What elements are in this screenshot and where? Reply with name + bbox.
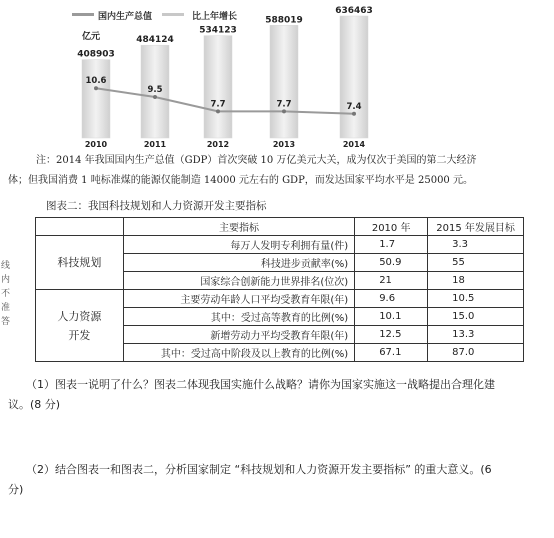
value-2015-cell: 3.3 bbox=[428, 236, 524, 254]
growth-value-label: 10.6 bbox=[85, 76, 107, 87]
bar-value-label: 588019 bbox=[265, 15, 303, 26]
header-2015: 2015 年发展目标 bbox=[428, 218, 524, 236]
category-tech: 科技规划 bbox=[36, 236, 124, 290]
bars-layer bbox=[77, 6, 373, 149]
value-2015-cell: 13.3 bbox=[428, 326, 524, 344]
legend-label-gdp: 国内生产总值 bbox=[98, 12, 153, 22]
value-2010-cell: 1.7 bbox=[355, 236, 428, 254]
category-hr bbox=[36, 290, 124, 362]
gdp-chart bbox=[0, 0, 554, 150]
indicator-cell: 新增劳动力平均受教育年限(年) bbox=[123, 326, 354, 344]
unit-label: 亿元 bbox=[82, 32, 101, 42]
note-line-1: 注：2014 年我国国内生产总值（GDP）首次突破 10 万亿美元大关，成为仅次于美国的第二大经济 bbox=[36, 155, 477, 166]
value-2015-cell: 15.0 bbox=[428, 308, 524, 326]
bar-value-label: 484124 bbox=[136, 35, 174, 46]
question-2-line-1: （2）结合图表一和图表二，分析国家制定 “科技规划和人力资源开发主要指标” 的重大意义。(6 bbox=[26, 463, 492, 476]
gdp-bar bbox=[270, 25, 298, 138]
x-tick-label: 2012 bbox=[206, 140, 230, 149]
indicator-cell: 科技进步贡献率(%) bbox=[123, 254, 354, 272]
table-row bbox=[36, 290, 524, 308]
table-row bbox=[36, 236, 524, 254]
growth-point bbox=[94, 86, 98, 90]
x-tick-label: 2013 bbox=[272, 140, 296, 149]
bar-value-label: 636463 bbox=[335, 6, 373, 16]
value-2010-cell: 9.6 bbox=[355, 290, 428, 308]
indicator-cell: 其中：受过高中阶段及以上教育的比例(%) bbox=[123, 344, 354, 362]
question-2-line-2: 分) bbox=[8, 483, 24, 496]
value-2015-cell: 55 bbox=[428, 254, 524, 272]
value-2010-cell: 50.9 bbox=[355, 254, 428, 272]
indicator-table bbox=[35, 217, 524, 362]
question-1-line-2: 议。(8 分) bbox=[8, 398, 61, 411]
margin-mark: 答 bbox=[1, 317, 11, 327]
question-2 bbox=[8, 460, 548, 500]
x-tick-label: 2011 bbox=[143, 140, 167, 149]
category-hr-line-2: 开发 bbox=[68, 328, 91, 342]
gdp-bar bbox=[340, 16, 368, 138]
legend-swatch-gdp bbox=[72, 13, 94, 16]
growth-point bbox=[216, 109, 220, 113]
indicator-cell: 其中：受过高等教育的比例(%) bbox=[123, 308, 354, 326]
indicator-cell: 国家综合创新能力世界排名(位次) bbox=[123, 272, 354, 290]
growth-point bbox=[153, 95, 157, 99]
growth-value-label: 7.4 bbox=[346, 101, 362, 112]
margin-marks bbox=[1, 258, 11, 328]
table-header-row bbox=[36, 218, 524, 236]
margin-mark: 不 bbox=[1, 289, 11, 299]
x-tick-label: 2014 bbox=[342, 140, 366, 149]
value-2015-cell: 18 bbox=[428, 272, 524, 290]
bar-value-label: 534123 bbox=[199, 25, 237, 36]
header-2010: 2010 年 bbox=[355, 218, 428, 236]
value-2010-cell: 12.5 bbox=[355, 326, 428, 344]
growth-point bbox=[282, 109, 286, 113]
question-1 bbox=[8, 375, 548, 415]
legend-swatch-growth bbox=[162, 13, 184, 16]
margin-mark: 线 bbox=[1, 261, 11, 271]
growth-value-label: 7.7 bbox=[276, 99, 292, 110]
legend-label-growth: 比上年增长 bbox=[192, 12, 238, 22]
header-indicator: 主要指标 bbox=[123, 218, 354, 236]
growth-value-label: 9.5 bbox=[147, 85, 163, 95]
indicator-cell: 主要劳动年龄人口平均受教育年限(年) bbox=[123, 290, 354, 308]
growth-point bbox=[352, 112, 356, 116]
value-2015-cell: 10.5 bbox=[428, 290, 524, 308]
value-2010-cell: 10.1 bbox=[355, 308, 428, 326]
note-line-2: 体；但我国消费 1 吨标准煤的能源仅能制造 14000 元左右的 GDP，而发达国家平均水平是 25000 元。 bbox=[8, 175, 473, 186]
bar-value-label: 408903 bbox=[77, 49, 115, 60]
value-2010-cell: 67.1 bbox=[355, 344, 428, 362]
growth-value-label: 7.7 bbox=[210, 99, 226, 110]
header-blank bbox=[36, 218, 124, 236]
indicator-cell: 每万人发明专利拥有量(件) bbox=[123, 236, 354, 254]
table-caption: 图表二：我国科技规划和人力资源开发主要指标 bbox=[46, 200, 267, 212]
margin-mark: 准 bbox=[1, 303, 11, 313]
question-1-line-1: （1）图表一说明了什么？图表二体现我国实施什么战略？请你为国家实施这一战略提出合理化建 bbox=[26, 378, 495, 391]
margin-mark: 内 bbox=[1, 275, 11, 285]
x-tick-label: 2010 bbox=[84, 140, 108, 149]
value-2010-cell: 21 bbox=[355, 272, 428, 290]
chart-note bbox=[8, 151, 548, 191]
category-hr-line-1: 人力资源 bbox=[57, 309, 102, 323]
value-2015-cell: 87.0 bbox=[428, 344, 524, 362]
gdp-bar bbox=[204, 36, 232, 138]
gdp-bar bbox=[82, 60, 110, 138]
